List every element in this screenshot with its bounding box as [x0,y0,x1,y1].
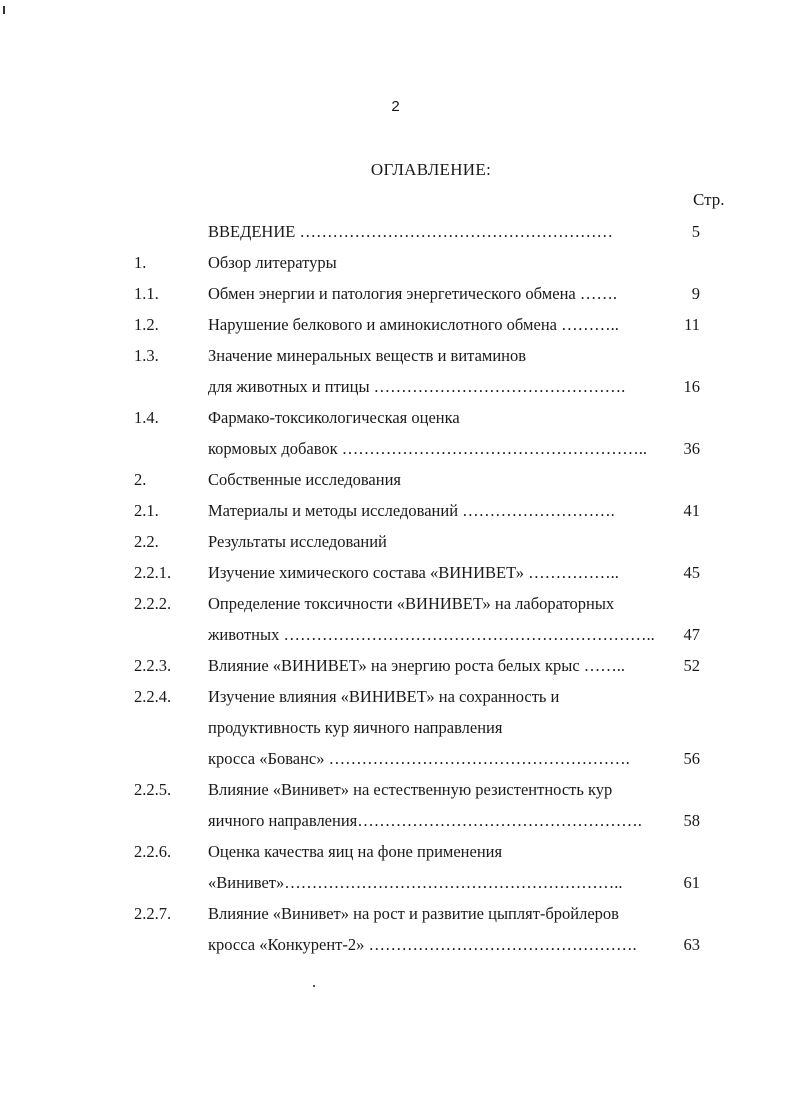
toc-entry [0,592,791,616]
page-title: ОГЛАВЛЕНИЕ: [370,160,492,179]
toc-entry [0,654,791,678]
toc-entry-title: кросса «Бованс» ………………………………………………. [208,749,630,768]
toc-entry-number: 1.2. [134,315,159,334]
toc-entry-page: 45 [683,563,700,582]
toc-entry-page: 9 [691,284,700,303]
toc-entry [0,313,791,337]
toc-entry-title: Оценка качества яиц на фоне применения [208,842,503,861]
toc-entry-number: 2.2.2. [134,594,172,613]
scan-dot [313,985,315,987]
toc-entry-page: 61 [683,873,700,892]
toc-entry-page: 56 [683,749,700,768]
toc-entry-title: для животных и птицы ………………………………………. [208,377,626,396]
toc-entry [0,902,791,926]
toc-entry-page: 11 [684,315,700,334]
toc-entry [0,406,791,430]
toc-entry-title: кросса «Конкурент-2» …………………………………………. [208,935,637,954]
toc-entry-number: 1.4. [134,408,159,427]
toc-entry [0,871,791,895]
toc-entry-title: Значение минеральных веществ и витаминов [208,346,527,365]
toc-entry-number: 2.2. [134,532,159,551]
toc-entry-title: животных ………………………………………………………….. [208,625,655,644]
toc-entry [0,530,791,554]
toc-entry-number: 2. [134,470,147,489]
toc-entry-title: Собственные исследования [208,470,402,489]
toc-entry [0,933,791,957]
toc-entry [0,561,791,585]
page-number: 2 [391,98,400,115]
toc-entry [0,716,791,740]
toc-entry [0,437,791,461]
toc-entry-title: Изучение химического состава «ВИНИВЕТ» …………….. [208,563,619,582]
toc-entry-number: 2.2.6. [134,842,172,861]
toc-entry [0,499,791,523]
toc-entry-number: 2.2.1. [134,563,172,582]
scan-edge-mark [3,6,5,14]
toc-entry-title: Обзор литературы [208,253,337,272]
toc-entry [0,623,791,647]
toc-entry-title: Обмен энергии и патология энергетического обмена ……. [208,284,617,303]
toc-entry-title: Изучение влияния «ВИНИВЕТ» на сохранность и [208,687,560,706]
toc-entry [0,282,791,306]
toc-entry-number: 1.3. [134,346,159,365]
toc-entry-page: 36 [683,439,700,458]
toc-entry [0,468,791,492]
toc-entry-page: 52 [683,656,700,675]
toc-entry [0,375,791,399]
toc-entry-page: 16 [683,377,700,396]
toc-entry-number: 2.1. [134,501,159,520]
toc-entry-title: «Винивет»…………………………………………………….. [208,873,623,892]
toc-entry-number: 1. [134,253,147,272]
toc-entry [0,344,791,368]
toc-entry [0,778,791,802]
toc-entry [0,220,791,244]
toc-entry-title: Влияние «ВИНИВЕТ» на энергию роста белых крыс …….. [208,656,626,675]
toc-entry-number: 2.2.3. [134,656,172,675]
toc-entry [0,747,791,771]
toc-entry-title: кормовых добавок ……………………………………………….. [208,439,648,458]
toc-entry-page: 41 [683,501,700,520]
toc-entry-page: 58 [683,811,700,830]
toc-entry-title: ВВЕДЕНИЕ ………………………………………………… [208,222,613,241]
toc-entry [0,251,791,275]
toc-entry-title: яичного направления……………………………………………. [208,811,642,830]
toc-entry-page: 5 [691,222,700,241]
toc-entry-title: Материалы и методы исследований ………………………. [208,501,615,520]
toc-entry-title: Нарушение белкового и аминокислотного обмена ……….. [208,315,619,334]
toc-entry [0,809,791,833]
toc-entry [0,685,791,709]
toc-entry-number: 2.2.7. [134,904,172,923]
toc-entry-page: 47 [683,625,700,644]
toc-entry [0,840,791,864]
toc-entry-title: Определение токсичности «ВИНИВЕТ» на лабораторных [208,594,615,613]
toc-entry-title: Результаты исследований [208,532,387,551]
toc-entry-number: 2.2.4. [134,687,172,706]
toc-entry-title: Фармако-токсикологическая оценка [208,408,460,427]
toc-entry-title: продуктивность кур яичного направления [208,718,503,737]
toc-entry-title: Влияние «Винивет» на естественную резистентность кур [208,780,613,799]
toc-entry-number: 1.1. [134,284,159,303]
toc-entry-title: Влияние «Винивет» на рост и развитие цыплят-бройлеров [208,904,619,923]
toc-entry-number: 2.2.5. [134,780,172,799]
page-column-header: Стр. [693,190,725,209]
toc-entry-page: 63 [683,935,700,954]
